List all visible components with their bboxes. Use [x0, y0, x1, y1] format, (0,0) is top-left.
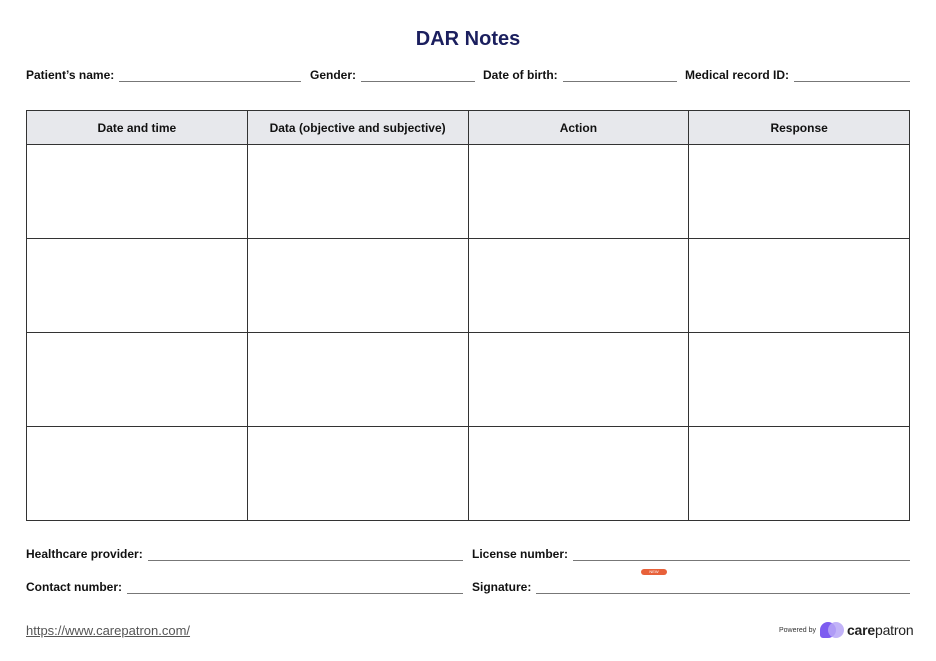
- table-cell[interactable]: [27, 145, 248, 239]
- license-number-line[interactable]: [573, 548, 910, 561]
- table-cell[interactable]: [689, 239, 910, 333]
- brand-name-rest: patron: [874, 622, 914, 638]
- table-cell[interactable]: [27, 427, 248, 521]
- table-cell[interactable]: [468, 333, 689, 427]
- date-of-birth-label: Date of birth:: [483, 68, 558, 82]
- table-row: [27, 333, 910, 427]
- carepatron-logo-icon: [820, 620, 844, 640]
- table-cell[interactable]: [247, 145, 468, 239]
- table-row: [27, 145, 910, 239]
- patient-name-field[interactable]: [26, 68, 301, 82]
- contact-number-field[interactable]: [26, 580, 463, 594]
- new-badge: NEW: [641, 569, 667, 575]
- column-header-response: Response: [689, 111, 910, 145]
- date-of-birth-field[interactable]: [483, 68, 677, 82]
- gender-line[interactable]: [361, 69, 475, 82]
- license-number-label: License number:: [472, 547, 569, 561]
- table-row: [27, 239, 910, 333]
- medical-record-id-line[interactable]: [794, 69, 910, 82]
- table-cell[interactable]: [247, 333, 468, 427]
- patient-name-line[interactable]: [119, 69, 301, 82]
- healthcare-provider-line[interactable]: [148, 548, 463, 561]
- date-of-birth-line[interactable]: [563, 69, 677, 82]
- signature-line[interactable]: [536, 581, 910, 594]
- table-cell[interactable]: [247, 239, 468, 333]
- dar-notes-table: [26, 110, 910, 521]
- table-cell[interactable]: [468, 239, 689, 333]
- contact-number-label: Contact number:: [26, 580, 122, 594]
- column-header-date-time: Date and time: [27, 111, 248, 145]
- column-header-data: Data (objective and subjective): [247, 111, 468, 145]
- medical-record-id-label: Medical record ID:: [685, 68, 790, 82]
- gender-label: Gender:: [310, 68, 357, 82]
- page-title: DAR Notes: [415, 28, 521, 50]
- table-cell[interactable]: [468, 145, 689, 239]
- table-cell[interactable]: [247, 427, 468, 521]
- signature-field[interactable]: [472, 580, 910, 594]
- table-cell[interactable]: [27, 239, 248, 333]
- patient-name-label: Patient’s name:: [26, 68, 115, 82]
- carepatron-link[interactable]: https://www.carepatron.com/: [26, 623, 191, 638]
- table-header-row: [27, 111, 910, 145]
- signature-label: Signature:: [472, 580, 532, 594]
- gender-field[interactable]: [310, 68, 475, 82]
- license-number-field[interactable]: [472, 547, 910, 561]
- table-cell[interactable]: [27, 333, 248, 427]
- table-cell[interactable]: [468, 427, 689, 521]
- healthcare-provider-field[interactable]: [26, 547, 463, 561]
- brand-name: [847, 622, 914, 638]
- powered-by-brand[interactable]: [779, 620, 913, 640]
- brand-name-bold: care: [846, 622, 875, 638]
- table-cell[interactable]: [689, 427, 910, 521]
- table-row: [27, 427, 910, 521]
- table-cell[interactable]: [689, 333, 910, 427]
- healthcare-provider-label: Healthcare provider:: [26, 547, 143, 561]
- column-header-action: Action: [468, 111, 689, 145]
- table-cell[interactable]: [689, 145, 910, 239]
- powered-by-label: Powered by: [779, 626, 816, 634]
- contact-number-line[interactable]: [127, 581, 463, 594]
- medical-record-id-field[interactable]: [685, 68, 910, 82]
